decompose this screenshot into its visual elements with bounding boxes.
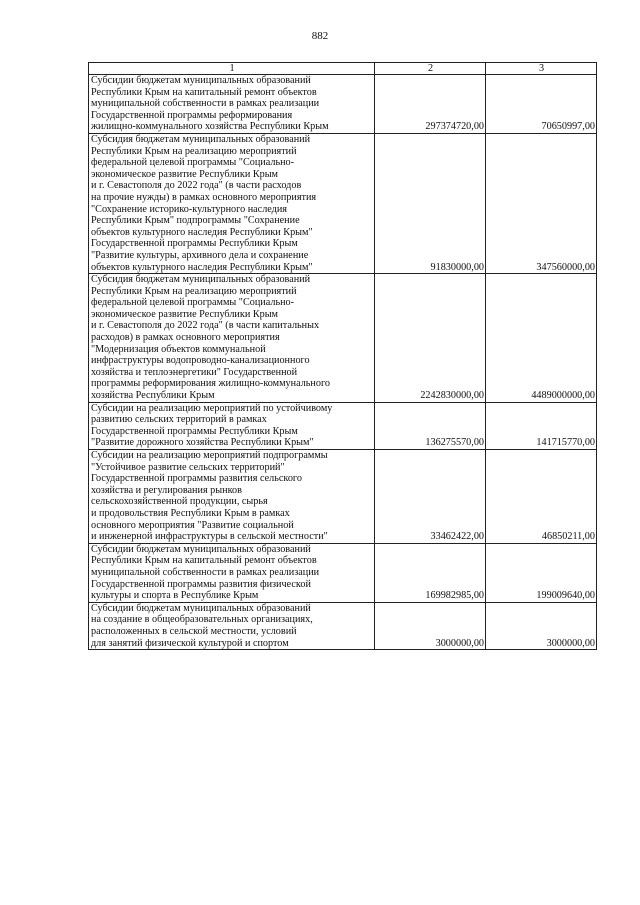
- description-line: расходов) в рамках основного мероприятия: [91, 332, 280, 344]
- description-line: муниципальной собственности в рамках реализации: [91, 566, 320, 578]
- description-line: Государственной программы Республики Крым: [91, 425, 298, 437]
- row-amount-col3: 199009640,00: [486, 543, 597, 602]
- description-line: Республики Крым на реализацию мероприятий: [91, 285, 297, 297]
- description-line: Субсидии бюджетам муниципальных образований: [91, 543, 311, 555]
- description-line: развитию сельских территорий в рамках: [91, 414, 267, 426]
- description-line: хозяйства Республики Крым: [91, 390, 215, 402]
- description-line: объектов культурного наследия Республики Крым": [91, 226, 313, 238]
- row-description: [89, 133, 375, 273]
- row-amount-col3: 46850211,00: [486, 450, 597, 544]
- row-description: [89, 402, 375, 449]
- row-amount-col2: 3000000,00: [375, 602, 486, 649]
- description-line: Субсидии на реализацию мероприятий по устойчивому: [91, 402, 333, 414]
- description-line: "Развитие культуры, архивного дела и сохранение: [91, 249, 309, 261]
- table-header-row: [89, 63, 597, 75]
- description-line: Субсидии бюджетам муниципальных образований: [91, 75, 311, 86]
- table-row: [89, 133, 597, 273]
- table-row: [89, 602, 597, 649]
- description-line: Субсидии бюджетам муниципальных образований: [91, 602, 311, 614]
- header-col-2: 2: [375, 63, 486, 75]
- budget-table-body: [89, 63, 597, 650]
- row-amount-col2: 136275570,00: [375, 402, 486, 449]
- description-line: "Модернизация объектов коммунальной: [91, 343, 266, 355]
- row-description: [89, 75, 375, 134]
- description-line: на создание в общеобразовательных организациях,: [91, 614, 313, 626]
- header-col-1: 1: [89, 63, 375, 75]
- description-line: экономическое развитие Республики Крым: [91, 308, 278, 320]
- description-line: Республики Крым" подпрограммы "Сохранение: [91, 215, 300, 227]
- description-line: Республики Крым на реализацию мероприятий: [91, 145, 297, 157]
- header-col-3: 3: [486, 63, 597, 75]
- description-line: на прочие нужды) в рамках основного мероприятия: [91, 191, 317, 203]
- description-line: сельскохозяйственной продукции, сырья: [91, 496, 268, 508]
- row-description: [89, 543, 375, 602]
- table-row: [89, 402, 597, 449]
- row-amount-col2: 169982985,00: [375, 543, 486, 602]
- description-line: хозяйства и теплоэнергетики" Государственной: [91, 366, 298, 378]
- description-line: Субсидия бюджетам муниципальных образований: [91, 133, 311, 145]
- description-line: программы реформирования жилищно-коммунального: [91, 378, 330, 390]
- row-amount-col2: 2242830000,00: [375, 274, 486, 403]
- row-description: [89, 450, 375, 544]
- row-description: [89, 274, 375, 403]
- row-amount-col2: 33462422,00: [375, 450, 486, 544]
- description-line: федеральной целевой программы "Социально-: [91, 297, 295, 309]
- description-line: и продовольствия Республики Крым в рамках: [91, 507, 290, 519]
- row-amount-col3: 141715770,00: [486, 402, 597, 449]
- description-line: жилищно-коммунального хозяйства Республики Крым: [91, 121, 329, 133]
- table-row: [89, 274, 597, 403]
- row-amount-col2: 297374720,00: [375, 75, 486, 134]
- description-line: Государственной программы развития физической: [91, 578, 311, 590]
- row-amount-col3: 3000000,00: [486, 602, 597, 649]
- description-line: Республики Крым на капитальный ремонт объектов: [91, 86, 317, 98]
- description-line: Государственной программы реформирования: [91, 109, 293, 121]
- description-line: и г. Севастополя до 2022 года" (в части капитальных: [91, 320, 320, 332]
- table-row: [89, 450, 597, 544]
- description-line: расположенных в сельской местности, условий: [91, 625, 297, 637]
- description-line: объектов культурного наследия Республики Крым": [91, 261, 313, 273]
- description-line: и г. Севастополя до 2022 года" (в части расходов: [91, 180, 302, 192]
- description-line: основного мероприятия "Развитие социальной: [91, 519, 294, 531]
- description-line: Государственной программы развития сельского: [91, 473, 302, 485]
- description-line: Субсидия бюджетам муниципальных образований: [91, 274, 311, 286]
- table-row: [89, 543, 597, 602]
- description-line: "Развитие дорожного хозяйства Республики Крым": [91, 437, 314, 449]
- description-line: Республики Крым на капитальный ремонт объектов: [91, 555, 317, 567]
- budget-table: [88, 62, 597, 650]
- table-row: [89, 75, 597, 134]
- description-line: экономическое развитие Республики Крым: [91, 168, 278, 180]
- row-amount-col3: 347560000,00: [486, 133, 597, 273]
- description-line: федеральной целевой программы "Социально-: [91, 157, 295, 169]
- description-line: Субсидии на реализацию мероприятий подпрограммы: [91, 450, 328, 461]
- row-amount-col3: 70650997,00: [486, 75, 597, 134]
- row-description: [89, 602, 375, 649]
- description-line: культуры и спорта в Республике Крым: [91, 590, 259, 602]
- description-line: хозяйства и регулирования рынков: [91, 484, 242, 496]
- description-line: и инженерной инфраструктуры в сельской местности": [91, 531, 328, 543]
- description-line: Государственной программы Республики Крым: [91, 238, 298, 250]
- description-line: "Сохранение историко-культурного наследия: [91, 203, 287, 215]
- description-line: муниципальной собственности в рамках реализации: [91, 98, 320, 110]
- row-amount-col2: 91830000,00: [375, 133, 486, 273]
- description-line: "Устойчивое развитие сельских территорий": [91, 461, 285, 473]
- row-amount-col3: 4489000000,00: [486, 274, 597, 403]
- description-line: инфраструктуры водопроводно-канализационного: [91, 355, 310, 367]
- page-number: 882: [311, 30, 329, 42]
- description-line: для занятий физической культурой и спортом: [91, 637, 289, 649]
